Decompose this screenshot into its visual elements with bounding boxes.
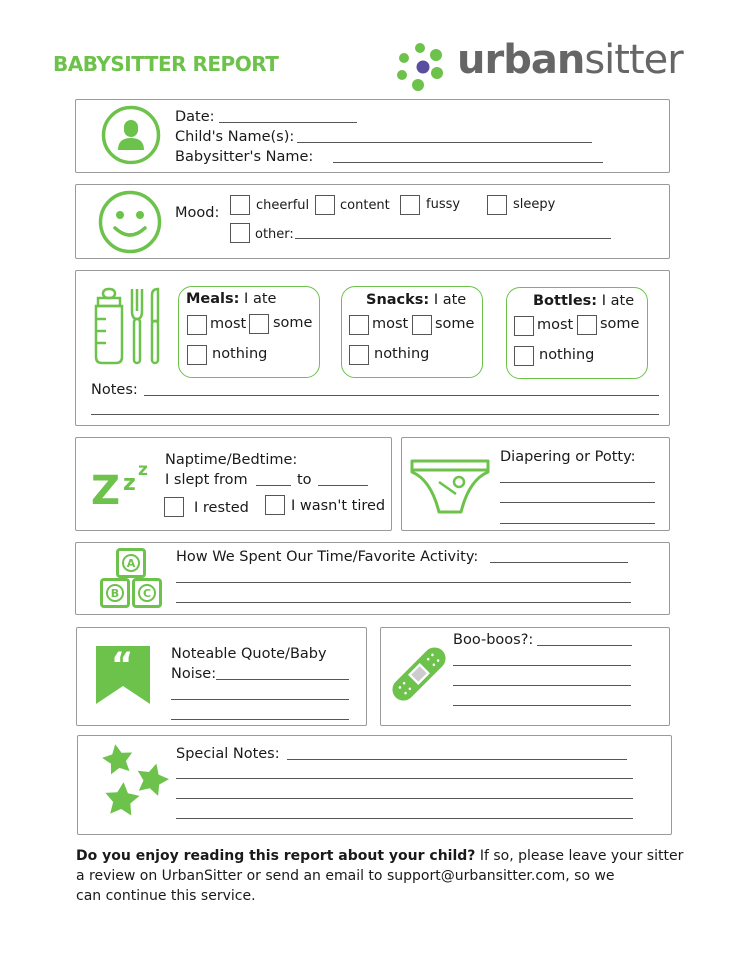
quote-field-2[interactable] xyxy=(171,699,349,700)
snacks-nothing-checkbox[interactable] xyxy=(349,345,369,365)
booboos-field-1[interactable] xyxy=(537,645,632,646)
diapering-field-2[interactable] xyxy=(500,502,655,503)
block-b xyxy=(100,578,130,608)
mood-option-content: content xyxy=(340,198,390,213)
activity-field-2[interactable] xyxy=(176,582,631,583)
block-a xyxy=(116,548,146,578)
mood-other-field[interactable] xyxy=(295,238,611,239)
booboos-field-4[interactable] xyxy=(453,705,631,706)
activity-field-1[interactable] xyxy=(490,562,628,563)
stars-icon xyxy=(100,744,172,820)
notes-field-1[interactable] xyxy=(144,395,659,396)
bottles-nothing-label: nothing xyxy=(539,347,595,363)
quote-field-1[interactable] xyxy=(216,679,349,680)
date-label: Date: xyxy=(175,109,215,125)
child-name-field[interactable] xyxy=(297,142,592,143)
sitter-name-label: Babysitter's Name: xyxy=(175,149,314,165)
mood-label: Mood: xyxy=(175,205,220,221)
mood-checkbox-cheerful[interactable] xyxy=(230,195,250,215)
slept-from-label: I slept from xyxy=(165,472,248,488)
block-b-letter: B xyxy=(110,586,120,600)
footer-line-1 xyxy=(76,849,683,863)
quote-title-line2: Noise: xyxy=(171,666,217,682)
slept-to-label: to xyxy=(297,472,312,488)
bottles-some-checkbox[interactable] xyxy=(577,315,597,335)
quote-title-line1: Noteable Quote/Baby xyxy=(171,646,327,662)
meals-some-checkbox[interactable] xyxy=(249,314,269,334)
meals-most-label: most xyxy=(210,316,247,332)
snacks-some-checkbox[interactable] xyxy=(412,315,432,335)
activity-title: How We Spent Our Time/Favorite Activity: xyxy=(176,549,479,565)
meals-title-suffix: I ate xyxy=(239,291,277,307)
snacks-some-label: some xyxy=(435,316,475,332)
bottle-icon xyxy=(91,287,127,365)
mood-option-other: other: xyxy=(255,227,294,242)
not-tired-label: I wasn't tired xyxy=(291,498,386,514)
quote-mark: “ xyxy=(111,645,134,685)
block-a-inner xyxy=(122,554,140,572)
notes-field-2[interactable] xyxy=(91,414,659,415)
footer-line1-rest: If so, please leave your sitter xyxy=(475,848,684,864)
naptime-title: Naptime/Bedtime: xyxy=(165,452,298,468)
snacks-most-checkbox[interactable] xyxy=(349,315,369,335)
bottles-title-suffix: I ate xyxy=(597,293,635,309)
svg-text:z: z xyxy=(138,460,148,480)
special-notes-title: Special Notes: xyxy=(176,746,280,762)
footer-line-3: can continue this service. xyxy=(76,888,256,904)
diapering-field-3[interactable] xyxy=(500,523,655,524)
bottles-title xyxy=(533,294,634,309)
abc-blocks-icon xyxy=(98,546,166,610)
mood-checkbox-other[interactable] xyxy=(230,223,250,243)
quote-icon xyxy=(96,646,150,704)
block-a-letter: A xyxy=(126,556,136,570)
diapering-title: Diapering or Potty: xyxy=(500,449,636,465)
block-c-inner xyxy=(138,584,156,602)
mood-option-sleepy: sleepy xyxy=(513,197,556,212)
brand-light: sitter xyxy=(584,37,683,83)
mood-section xyxy=(75,184,670,259)
meals-nothing-checkbox[interactable] xyxy=(187,345,207,365)
mood-checkbox-fussy[interactable] xyxy=(400,195,420,215)
bottles-nothing-checkbox[interactable] xyxy=(514,346,534,366)
smiley-icon xyxy=(98,190,162,254)
snacks-title xyxy=(366,293,466,308)
fork-icon xyxy=(130,287,144,365)
bottles-title-bold: Bottles: xyxy=(533,293,598,309)
diaper-icon xyxy=(409,458,491,516)
snacks-title-bold: Snacks: xyxy=(366,292,430,308)
meals-title-bold: Meals: xyxy=(186,291,240,307)
date-field[interactable] xyxy=(219,122,357,123)
special-notes-field-3[interactable] xyxy=(176,798,633,799)
svg-text:Z: Z xyxy=(91,468,121,514)
meals-nothing-label: nothing xyxy=(212,346,268,362)
bottles-most-checkbox[interactable] xyxy=(514,316,534,336)
quote-field-3[interactable] xyxy=(171,719,349,720)
rested-checkbox[interactable] xyxy=(164,497,184,517)
activity-field-3[interactable] xyxy=(176,602,631,603)
booboos-title: Boo-boos?: xyxy=(453,632,534,648)
block-b-inner xyxy=(106,584,124,602)
slept-from-field[interactable] xyxy=(256,485,291,486)
booboos-field-3[interactable] xyxy=(453,685,631,686)
logo-dots-icon xyxy=(392,40,444,94)
bottles-some-label: some xyxy=(600,316,640,332)
person-icon xyxy=(101,105,161,165)
bottles-most-label: most xyxy=(537,317,574,333)
page-title: BABYSITTER REPORT xyxy=(53,52,279,76)
block-c xyxy=(132,578,162,608)
meals-most-checkbox[interactable] xyxy=(187,315,207,335)
zzz-icon xyxy=(91,460,153,514)
mood-checkbox-content[interactable] xyxy=(315,195,335,215)
special-notes-field-2[interactable] xyxy=(176,778,633,779)
slept-to-field[interactable] xyxy=(318,485,368,486)
notes-label: Notes: xyxy=(91,382,138,398)
svg-text:z: z xyxy=(123,471,136,496)
mood-option-cheerful: cheerful xyxy=(256,198,310,213)
sitter-name-field[interactable] xyxy=(333,162,603,163)
brand-bold: urban xyxy=(457,37,585,83)
rested-label: I rested xyxy=(194,500,249,516)
special-notes-field-1[interactable] xyxy=(287,759,627,760)
special-notes-field-4[interactable] xyxy=(176,818,633,819)
bandage-icon xyxy=(388,643,450,705)
snacks-title-suffix: I ate xyxy=(429,292,467,308)
meals-some-label: some xyxy=(273,315,313,331)
meals-title xyxy=(186,292,276,307)
mood-option-fussy: fussy xyxy=(426,197,461,212)
block-c-letter: C xyxy=(142,586,152,600)
not-tired-checkbox[interactable] xyxy=(265,495,285,515)
booboos-field-2[interactable] xyxy=(453,665,631,666)
footer-question: Do you enjoy reading this report about your child? xyxy=(76,848,476,864)
child-name-label: Child's Name(s): xyxy=(175,129,295,145)
mood-checkbox-sleepy[interactable] xyxy=(487,195,507,215)
knife-icon xyxy=(148,287,162,365)
snacks-most-label: most xyxy=(372,316,409,332)
brand-logo-text xyxy=(457,37,683,83)
footer-line-2: a review on UrbanSitter or send an email to support@urbansitter.com, so we xyxy=(76,868,615,884)
diapering-field-1[interactable] xyxy=(500,482,655,483)
snacks-nothing-label: nothing xyxy=(374,346,430,362)
